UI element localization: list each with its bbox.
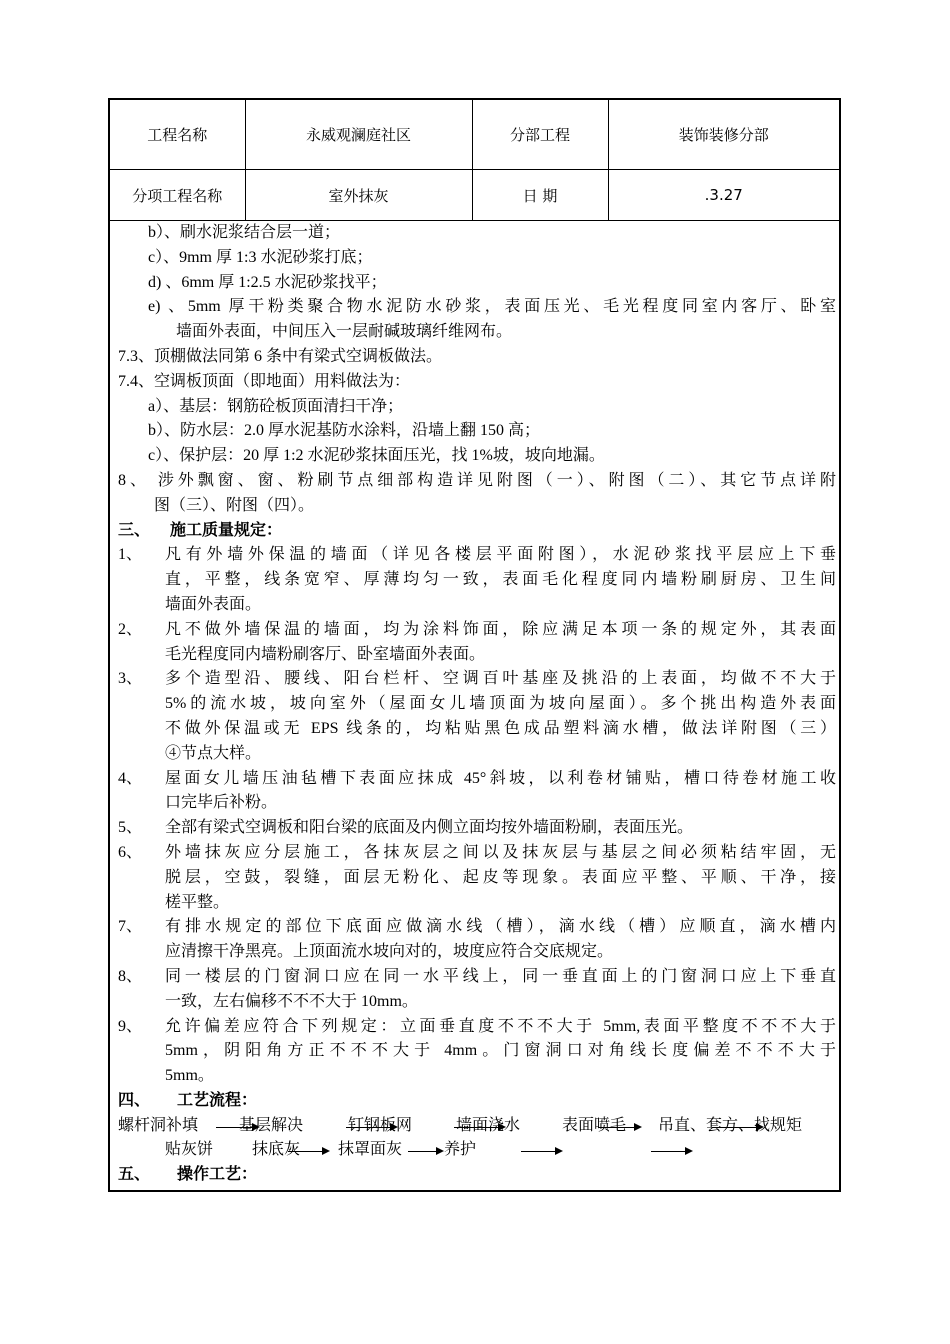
item-text: 口完毕后补粉。 <box>165 794 278 812</box>
text-line: c）、9mm 厚 1:3 水泥砂浆打底； <box>148 248 373 266</box>
item-text: 5%的流水坡，坡向室外（屋面女儿墙顶面为坡向屋面）。多个挑出构造外表面 <box>165 695 836 713</box>
flow-arrow-icon <box>346 1127 396 1128</box>
item-text: 凡不做外墙保温的墙面，均为涂料饰面，除应满足本项一条的规定外，其表面 <box>165 620 836 638</box>
item-text: ④节点大样。 <box>165 744 262 762</box>
flow-arrow-icon <box>712 1127 762 1128</box>
flow-step: 吊直、套方、找规矩 <box>658 1116 803 1134</box>
item-text: 5mm。 <box>165 1067 214 1085</box>
project-name-value: 永威观澜庭社区 <box>245 100 472 170</box>
flow-arrow-icon <box>216 1127 258 1128</box>
quality-item-6 <box>118 841 836 915</box>
text-line: a）、基层：钢筋砼板顶面清扫干净； <box>148 397 404 415</box>
item-text: 允许偏差应符合下列规定：立面垂直度不不不大于 5mm,表面平整度不不不大于 <box>165 1017 836 1035</box>
item-text: 毛光程度同内墙粉刷客厅、卧室墙面外表面。 <box>165 645 486 663</box>
item-text: 外墙抹灰应分层施工，各抹灰层之间以及抹灰层与基层之间必须粘结牢固，无 <box>165 843 836 861</box>
date-value: .3.27 <box>608 170 839 221</box>
item-number: 3、 <box>118 670 143 688</box>
division-label: 分部工程 <box>472 100 608 170</box>
section-5-heading <box>118 1163 836 1188</box>
item-number: 5、 <box>118 819 143 837</box>
text-line: 8、 涉外飘窗、窗、粉刷节点细部构造详见附图（一）、附图（二）、其它节点详附 <box>118 471 836 489</box>
item-text: 墙面外表面。 <box>165 595 262 613</box>
text-line: d) 、6mm 厚 1:2.5 水泥砂浆找平； <box>148 273 387 291</box>
flow-arrow-icon <box>598 1127 640 1128</box>
header-row-1 <box>110 100 839 170</box>
flow-step: 贴灰饼 <box>165 1141 214 1159</box>
flow-step: 养护 <box>444 1141 477 1159</box>
flow-step: 表面喷毛 <box>562 1116 627 1134</box>
flow-step: 墙面浇水 <box>456 1116 521 1134</box>
quality-item-8 <box>118 965 836 1015</box>
quality-item-2 <box>118 618 836 668</box>
item-number: 8、 <box>118 967 143 985</box>
item-text: 5mm，阴阳角方正不不不大于 4mm。门窗洞口对角线长度偏差不不不大于 <box>165 1042 836 1060</box>
quality-item-3 <box>118 667 836 766</box>
flow-step: 抹罩面灰 <box>338 1141 403 1159</box>
division-value: 装饰装修分部 <box>608 100 839 170</box>
item-number: 7、 <box>118 918 143 936</box>
process-flow-row-1 <box>118 1114 836 1139</box>
flow-arrow-icon <box>651 1151 691 1152</box>
quality-item-1 <box>118 543 836 617</box>
header-row-2 <box>110 170 839 221</box>
item-number: 9、 <box>118 1017 143 1035</box>
section-number: 三、 <box>118 521 151 539</box>
quality-item-4 <box>118 767 836 817</box>
item-number: 1、 <box>118 546 143 564</box>
item-text: 应清擦干净黑亮。上顶面流水坡向对的，坡度应符合交底规定。 <box>165 943 614 961</box>
flow-step: 螺杆洞补填 <box>118 1116 199 1134</box>
item-number: 4、 <box>118 769 143 787</box>
document-body <box>118 221 836 1188</box>
item-number: 2、 <box>118 620 143 638</box>
item-text: 屋面女儿墙压油毡槽下表面应抹成 45°斜坡，以利卷材铺贴，槽口待卷材施工收 <box>165 769 836 787</box>
process-flow-row-2 <box>118 1138 836 1163</box>
flow-step: 钉钢板网 <box>348 1116 413 1134</box>
text-line: c）、保护层：20 厚 1:2 水泥砂浆抹面压光，找 1%坡，坡向地漏。 <box>148 447 605 465</box>
section-number: 五、 <box>118 1166 151 1184</box>
item-text: 槎平整。 <box>165 893 230 911</box>
document-frame <box>108 98 841 1192</box>
item-text: 多个造型沿、腰线、阳台栏杆、空调百叶基座及挑沿的上表面，均做不不大于 <box>165 670 836 688</box>
text-line: e) 、5mm 厚干粉类聚合物水泥防水砂浆，表面压光、毛光程度同室内客厅、卧室 <box>148 298 836 316</box>
item-text: 一致，左右偏移不不不大于 10mm。 <box>165 992 418 1010</box>
quality-item-9 <box>118 1015 836 1089</box>
text-line: 7.3、顶棚做法同第 6 条中有梁式空调板做法。 <box>118 347 443 365</box>
item-text: 同一楼层的门窗洞口应在同一水平线上，同一垂直面上的门窗洞口应上下垂直 <box>165 967 836 985</box>
item-text: 脱层，空鼓，裂缝，面层无粉化、起皮等现象。表面应平整、平顺、干净，接 <box>165 868 836 886</box>
subitem-label: 分项工程名称 <box>110 170 245 221</box>
section-title: 工艺流程： <box>177 1091 258 1109</box>
item-number: 6、 <box>118 843 143 861</box>
date-label: 日 期 <box>472 170 608 221</box>
item-text: 全部有梁式空调板和阳台梁的底面及内侧立面均按外墙面粉刷，表面压光。 <box>165 819 694 837</box>
flow-arrow-icon <box>288 1151 328 1152</box>
flow-arrow-icon <box>408 1151 442 1152</box>
section-3-heading <box>118 519 836 544</box>
text-line: b）、刷水泥浆结合层一道； <box>148 224 341 241</box>
flow-arrow-icon <box>521 1151 561 1152</box>
header-table <box>110 100 839 221</box>
text-line: 7.4、空调板顶面（即地面）用料做法为： <box>118 372 411 390</box>
section-4-heading <box>118 1089 836 1114</box>
section-title: 施工质量规定： <box>170 521 283 539</box>
subitem-value: 室外抹灰 <box>245 170 472 221</box>
flow-step: 抹底灰 <box>252 1141 301 1159</box>
text-line: 墙面外表面，中间压入一层耐碱玻璃纤维网布。 <box>176 323 513 341</box>
section-title: 操作工艺： <box>177 1166 258 1184</box>
text-line: 图（三）、附图（四）。 <box>154 496 315 514</box>
item-text: 有排水规定的部位下底面应做滴水线（槽），滴水线（槽）应顺直，滴水槽内 <box>165 918 836 936</box>
section-number: 四、 <box>118 1091 151 1109</box>
quality-item-7 <box>118 915 836 965</box>
flow-step: 基层解决 <box>239 1116 304 1134</box>
item-text: 凡有外墙外保温的墙面（详见各楼层平面附图），水泥砂浆找平层应上下垂 <box>165 546 836 564</box>
text-line: b）、防水层：2.0 厚水泥基防水涂料，沿墙上翻 150 高； <box>148 422 541 440</box>
flow-arrow-icon <box>454 1127 504 1128</box>
item-text: 直，平整，线条宽窄、厚薄均匀一致，表面毛化程度同内墙粉刷厨房、卫生间 <box>165 571 836 589</box>
item-text: 不做外保温或无 EPS 线条的，均粘贴黑色成品塑料滴水槽，做法详附图（三） <box>165 719 836 737</box>
quality-item-5 <box>118 816 836 841</box>
project-name-label: 工程名称 <box>110 100 245 170</box>
